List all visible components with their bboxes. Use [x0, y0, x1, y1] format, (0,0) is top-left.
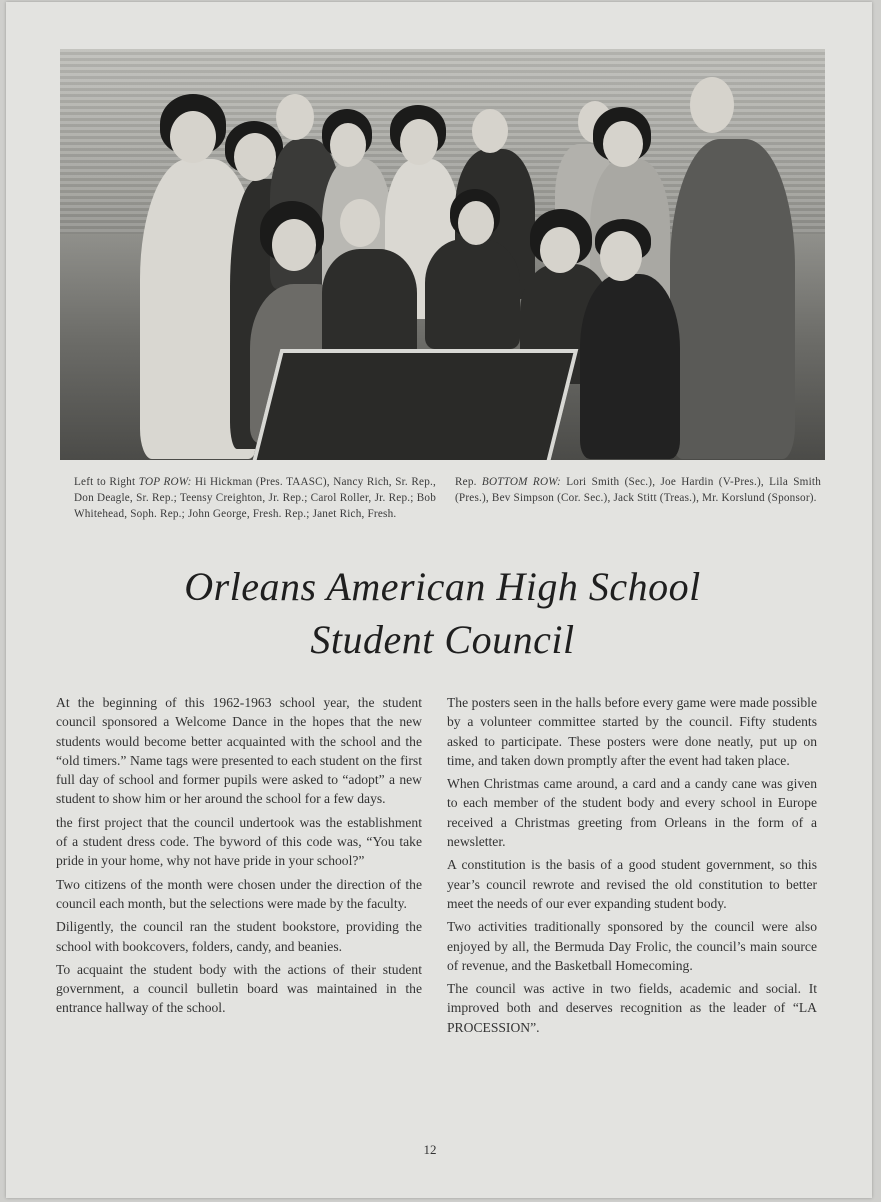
caption-continuation: Rep.: [455, 476, 482, 488]
paragraph: the first project that the council undertook was the establishment of a student dress code. The byword of this code was, “You take pride in your home, why not have pride in your school?”: [56, 814, 422, 869]
top-row-label: TOP ROW:: [138, 476, 192, 488]
page-subtitle: Student Council: [310, 617, 575, 662]
group-photo: [60, 49, 825, 460]
caption-prefix: Left to Right: [74, 476, 139, 488]
paragraph: At the beginning of this 1962-1963 school year, the student council sponsored a Welcome Dance in the hopes that the new students would become better acquainted with the school and the “old timers.” Name tags were presented to each student on the first full day of school and former pupils were asked to “adopt” a new student to show him or her around the school for a few days.: [56, 695, 422, 807]
photo-caption-left: [74, 474, 436, 522]
paragraph: To acquaint the student body with the actions of their student government, a council bulletin board was maintained in the entrance hallway of the school.: [56, 961, 422, 1016]
paragraph: The council was active in two fields, academic and social. It improved both and deserves recognition as the leader of “LA PROCESSION”.: [447, 981, 817, 1035]
paragraph: Two activities traditionally sponsored by the council were also enjoyed by all, the Bermuda Day Frolic, the council’s main source of revenue, and the Basketball Homecoming.: [447, 919, 817, 973]
bottom-row-names: Lori Smith (Sec.), Joe Hardin (V-Pres.), Lila Smith (Pres.), Bev Simpson (Cor. Sec.), Jack Stitt (Treas.), Mr. Korslund (Sponsor).: [455, 476, 821, 504]
photo-caption-right: [455, 474, 821, 506]
paragraph: Two citizens of the month were chosen under the direction of the council each month, but the selections were made by the faculty.: [56, 876, 422, 911]
page-title: Orleans American High School: [184, 564, 701, 609]
page-number: 12: [423, 1142, 437, 1157]
paragraph: The posters seen in the halls before every game were made possible by a volunteer committee started by the council. Fifty students asked to participate. These posters were done neatly, put up on time, and taken down promptly after the event had taken place.: [447, 695, 817, 768]
paragraph: A constitution is the basis of a good student government, so this year’s council rewrote and revised the old constitution to better meet the needs of our ever expanding student body.: [447, 857, 817, 911]
article-column-right: [447, 693, 817, 1041]
bottom-row-label: BOTTOM ROW:: [481, 476, 561, 488]
article-column-left: [56, 693, 422, 1022]
conference-table: [250, 349, 579, 460]
paragraph: Diligently, the council ran the student bookstore, providing the school with bookcovers, folders, candy, and beanies.: [56, 919, 422, 954]
paragraph: When Christmas came around, a card and a candy cane was given to each member of the student body and every school in Europe received a Christmas greeting from Orleans in the form of a newsletter.: [447, 776, 817, 850]
top-row-names: Hi Hickman (Pres. TAASC), Nancy Rich, Sr. Rep., Don Deagle, Sr. Rep.; Teensy Creighton, Jr. Rep.; Carol Roller, Jr. Rep.; Bob Whitehead, Soph. Rep.; John George, Fresh. Rep.; Janet Rich, Fresh.: [74, 476, 436, 520]
